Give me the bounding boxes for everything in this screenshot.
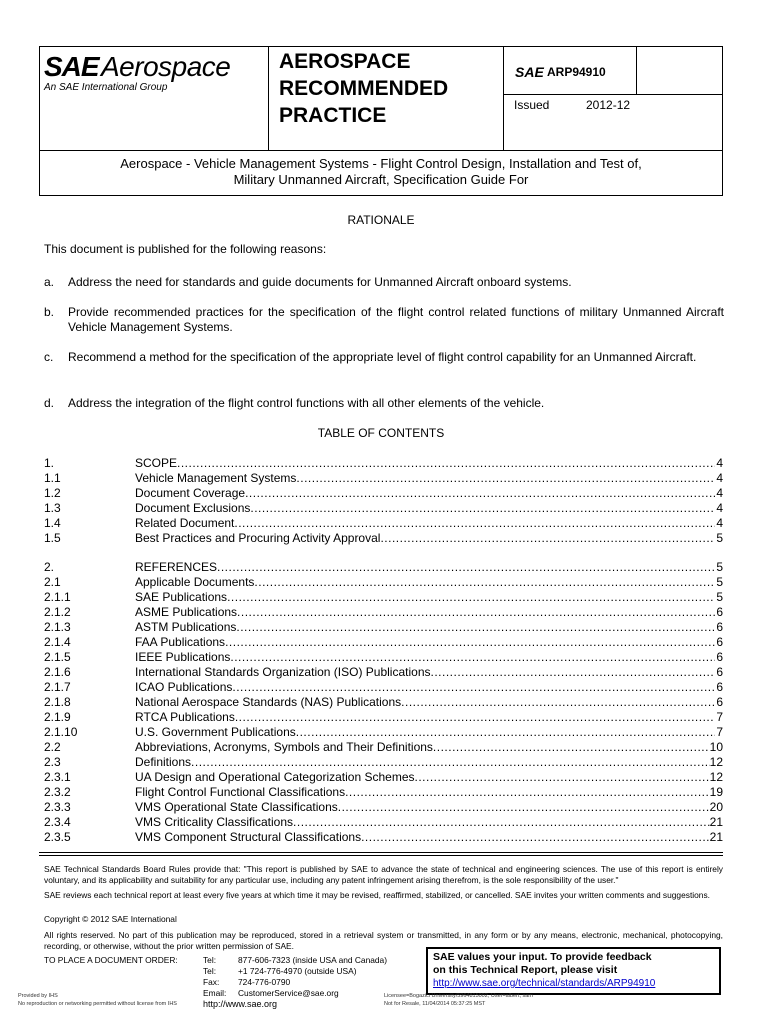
toc-entry-number: 2.1.6 <box>44 665 71 679</box>
item-letter: a. <box>44 275 55 289</box>
toc-entry-title: UA Design and Operational Categorization Schemes <box>135 770 415 784</box>
toc-entry-page: 6 <box>716 665 723 679</box>
no-reproduction-text: No reproduction or networking permitted without license from IHS <box>18 1001 177 1007</box>
contact-label: Tel: <box>203 966 217 976</box>
toc-entry[interactable] <box>44 605 723 620</box>
toc-entry-title: FAA Publications <box>135 635 226 649</box>
contact-value[interactable]: 877-606-7323 (inside USA and Canada) <box>238 955 387 965</box>
toc-entry-title-cell <box>135 665 723 680</box>
toc-entry-title-cell <box>135 516 723 531</box>
provided-by-text: Provided by IHS <box>18 993 58 999</box>
toc-leader-dots <box>245 486 715 501</box>
toc-leader-dots <box>177 456 715 471</box>
toc-entry-title: VMS Component Structural Classifications <box>135 830 362 844</box>
toc-entry[interactable] <box>44 471 723 486</box>
rationale-item <box>44 275 724 290</box>
toc-entry-title-cell <box>135 755 723 770</box>
toc-leader-dots <box>232 680 715 695</box>
licensee-text: Licensee=Bogazici University/5964815002, User=albert, sam <box>384 993 533 999</box>
toc-entry[interactable] <box>44 635 723 650</box>
rights-text: All rights reserved. No part of this publication may be reproduced, stored in a retrieval system or transmitted, in any form or by any means, electronic, mechanical, photocopying, recording, or otherwise, without the prior written permission of SAE. <box>44 930 723 951</box>
toc-entry[interactable] <box>44 456 723 471</box>
toc-entry-title: Flight Control Functional Classifications <box>135 785 346 799</box>
rationale-item <box>44 350 724 365</box>
title-line: Military Unmanned Aircraft, Specification Guide For <box>233 172 529 187</box>
toc-leader-dots <box>236 620 715 635</box>
document-type <box>279 48 499 129</box>
toc-entry-page: 10 <box>709 740 723 754</box>
toc-entry-number: 2.3.1 <box>44 770 71 784</box>
review-text: SAE reviews each technical report at least every five years at which time it may be revised, reaffirmed, stabilized, or cancelled. SAE invites your written comments and suggestions. <box>44 890 710 900</box>
toc-entry[interactable] <box>44 575 723 590</box>
toc-leader-dots <box>296 725 715 740</box>
copyright-text: Copyright © 2012 SAE International <box>44 914 177 924</box>
contact-label: Fax: <box>203 977 220 987</box>
toc-entry-page: 4 <box>716 471 723 485</box>
rationale-item <box>44 305 724 335</box>
toc-entry[interactable] <box>44 740 723 755</box>
rationale-heading: RATIONALE <box>347 213 415 227</box>
toc-entry-number: 1.5 <box>44 531 61 545</box>
header-divider <box>503 94 723 95</box>
toc-entry-number: 1.1 <box>44 471 61 485</box>
toc-entry-title-cell <box>135 590 723 605</box>
toc-entry-title-cell <box>135 471 723 486</box>
toc-entry-page: 20 <box>709 800 723 814</box>
toc-entry-page: 6 <box>716 680 723 694</box>
item-text: Address the need for standards and guide documents for Unmanned Aircraft onboard systems. <box>68 275 572 289</box>
toc-leader-dots <box>380 531 715 546</box>
toc-entry-title: U.S. Government Publications <box>135 725 296 739</box>
toc-entry-title-cell <box>135 800 723 815</box>
toc-entry-title: ICAO Publications <box>135 680 233 694</box>
toc-leader-dots <box>401 695 715 710</box>
toc-heading: TABLE OF CONTENTS <box>317 426 445 440</box>
toc-entry-page: 6 <box>716 635 723 649</box>
toc-entry-page: 7 <box>716 710 723 724</box>
toc-entry[interactable] <box>44 680 723 695</box>
toc-entry-title-cell <box>135 531 723 546</box>
toc-entry-title-cell <box>135 650 723 665</box>
toc-leader-dots <box>234 516 715 531</box>
toc-entry-page: 5 <box>716 531 723 545</box>
toc-entry[interactable] <box>44 650 723 665</box>
toc-entry-title: International Standards Organization (ISO) Publications <box>135 665 431 679</box>
toc-entry[interactable] <box>44 501 723 516</box>
sae-code-logo: SAE <box>515 64 544 80</box>
toc-leader-dots <box>217 560 715 575</box>
email-link[interactable]: CustomerService@sae.org <box>238 988 339 998</box>
item-text: Recommend a method for the specification of the appropriate level of flight control capability for an Unmanned Aircraft. <box>68 350 697 364</box>
toc-entry-number: 2.1.10 <box>44 725 78 739</box>
toc-entry-title-cell <box>135 560 723 575</box>
item-text: Provide recommended practices for the specification of the flight control related functions of military Unmanned Aircraft Vehicle Management Systems. <box>68 305 724 334</box>
issued-label: Issued <box>514 98 550 112</box>
toc-entry-title-cell <box>135 486 723 501</box>
toc-entry-page: 19 <box>709 785 723 799</box>
toc-entry[interactable] <box>44 725 723 740</box>
toc-entry-page: 4 <box>716 516 723 530</box>
board-rules-text: SAE Technical Standards Board Rules provide that: "This report is published by SAE to advance the state of technical and engineering sciences. The use of this report is entirely voluntary, and its applicability and suitability for any particular use, including any patent infringement arising therefrom, is the sole responsibility of the user." <box>44 864 723 885</box>
toc-entry[interactable] <box>44 590 723 605</box>
not-for-resale-text: Not for Resale, 11/04/2014 05:37:25 MST <box>384 1001 486 1007</box>
item-text: Address the integration of the flight control functions with all other elements of the vehicle. <box>68 396 545 410</box>
toc-entry[interactable] <box>44 695 723 710</box>
toc-entry-page: 6 <box>716 605 723 619</box>
document-type-line: AEROSPACE <box>279 50 411 73</box>
table-of-contents <box>44 456 723 845</box>
rationale-item <box>44 396 724 411</box>
toc-entry-title: Applicable Documents <box>135 575 255 589</box>
footer-rule <box>39 855 723 856</box>
toc-entry-number: 2.3.3 <box>44 800 71 814</box>
toc-entry-number: 2.1.8 <box>44 695 71 709</box>
toc-entry-number: 2.1.5 <box>44 650 71 664</box>
toc-entry-number: 2.3.2 <box>44 785 71 799</box>
toc-entry[interactable] <box>44 486 723 501</box>
item-letter: c. <box>44 350 54 364</box>
toc-entry-title: SAE Publications <box>135 590 228 604</box>
toc-entry-title-cell <box>135 635 723 650</box>
toc-entry-title-cell <box>135 770 723 785</box>
toc-entry-title: SCOPE <box>135 456 178 470</box>
toc-leader-dots <box>345 785 710 800</box>
document-title <box>40 156 722 188</box>
toc-entry[interactable] <box>44 560 723 575</box>
toc-entry[interactable] <box>44 665 723 680</box>
document-type-line: PRACTICE <box>279 104 387 127</box>
contact-label: Tel: <box>203 955 217 965</box>
toc-entry-title-cell <box>135 740 723 755</box>
toc-entry-title: RTCA Publications <box>135 710 235 724</box>
toc-entry-page: 5 <box>716 560 723 574</box>
item-letter: b. <box>44 305 55 319</box>
toc-entry-number: 2.1.3 <box>44 620 71 634</box>
toc-leader-dots <box>254 575 715 590</box>
toc-entry-number: 2. <box>44 560 55 574</box>
toc-entry-title-cell <box>135 815 723 830</box>
toc-entry-title-cell <box>135 501 723 516</box>
toc-entry-title-cell <box>135 575 723 590</box>
header-divider <box>636 46 637 94</box>
feedback-box <box>426 947 721 995</box>
header-divider <box>503 46 504 150</box>
toc-entry-number: 2.1.1 <box>44 590 71 604</box>
toc-entry-number: 2.3 <box>44 755 61 769</box>
header-divider <box>268 46 269 150</box>
toc-entry[interactable] <box>44 800 723 815</box>
toc-entry[interactable] <box>44 785 723 800</box>
toc-entry-number: 1.2 <box>44 486 61 500</box>
toc-entry-page: 5 <box>716 590 723 604</box>
toc-entry-title: Document Exclusions <box>135 501 251 515</box>
toc-entry-title-cell <box>135 785 723 800</box>
toc-entry[interactable] <box>44 755 723 770</box>
toc-entry-title: VMS Operational State Classifications <box>135 800 338 814</box>
toc-leader-dots <box>431 665 716 680</box>
document-number: ARP94910 <box>547 65 606 79</box>
toc-entry-page: 12 <box>709 755 723 769</box>
toc-entry-title: Definitions <box>135 755 192 769</box>
toc-entry-title: National Aerospace Standards (NAS) Publications <box>135 695 402 709</box>
toc-leader-dots <box>433 740 710 755</box>
toc-entry[interactable] <box>44 770 723 785</box>
toc-leader-dots <box>230 650 715 665</box>
toc-entry[interactable] <box>44 516 723 531</box>
toc-entry-title-cell <box>135 695 723 710</box>
toc-entry-number: 2.3.4 <box>44 815 71 829</box>
toc-entry-title: REFERENCES <box>135 560 218 574</box>
toc-entry-title: Document Coverage <box>135 486 246 500</box>
toc-leader-dots <box>225 635 715 650</box>
toc-leader-dots <box>293 815 710 830</box>
title-line: Aerospace - Vehicle Management Systems - Flight Control Design, Installation and Test of, <box>120 156 642 171</box>
toc-entry-title: Abbreviations, Acronyms, Symbols and Their Definitions <box>135 740 433 754</box>
feedback-text: SAE values your input. To provide feedback <box>433 951 652 963</box>
toc-entry[interactable] <box>44 710 723 725</box>
toc-entry-page: 6 <box>716 650 723 664</box>
header-divider <box>39 150 723 151</box>
toc-entry-page: 4 <box>716 486 723 500</box>
toc-leader-dots <box>235 710 715 725</box>
toc-leader-dots <box>237 605 715 620</box>
toc-entry-title-cell <box>135 680 723 695</box>
toc-entry-page: 21 <box>709 830 723 844</box>
toc-entry-number: 1.4 <box>44 516 61 530</box>
issued-date: 2012-12 <box>586 98 631 112</box>
aerospace-logo-text: Aerospace <box>101 51 231 82</box>
toc-entry-page: 5 <box>716 575 723 589</box>
toc-entry-title-cell <box>135 605 723 620</box>
footer-rule <box>39 852 723 853</box>
rationale-intro: This document is published for the following reasons: <box>44 242 327 256</box>
toc-leader-dots <box>338 800 710 815</box>
contact-value[interactable]: +1 724-776-4970 (outside USA) <box>238 966 357 976</box>
toc-entry-number: 2.2 <box>44 740 61 754</box>
toc-entry-title-cell <box>135 830 723 845</box>
contact-value: 724-776-0790 <box>238 977 291 987</box>
toc-entry-title: VMS Criticality Classifications <box>135 815 294 829</box>
toc-entry-number: 2.1 <box>44 575 61 589</box>
toc-entry-title-cell <box>135 710 723 725</box>
toc-entry-page: 6 <box>716 620 723 634</box>
toc-entry-title: Vehicle Management Systems <box>135 471 297 485</box>
toc-entry-page: 4 <box>716 456 723 470</box>
feedback-text: on this Technical Report, please visit <box>433 964 618 976</box>
toc-leader-dots <box>415 770 710 785</box>
toc-entry-title: Best Practices and Procuring Activity Approval <box>135 531 381 545</box>
toc-entry[interactable] <box>44 531 723 546</box>
toc-entry-page: 4 <box>716 501 723 515</box>
toc-leader-dots <box>361 830 710 845</box>
feedback-url-link[interactable]: http://www.sae.org/technical/standards/ARP94910 <box>433 978 656 989</box>
toc-entry[interactable] <box>44 830 723 845</box>
toc-entry-title: ASME Publications <box>135 605 238 619</box>
toc-entry-number: 2.1.7 <box>44 680 71 694</box>
logo-tagline: An SAE International Group <box>44 82 168 93</box>
toc-entry-number: 2.1.4 <box>44 635 71 649</box>
order-label: TO PLACE A DOCUMENT ORDER: <box>44 955 178 965</box>
toc-entry-number: 2.3.5 <box>44 830 71 844</box>
toc-entry-title-cell <box>135 456 723 471</box>
website-link[interactable]: http://www.sae.org <box>203 999 278 1009</box>
toc-entry-title: IEEE Publications <box>135 650 231 664</box>
toc-leader-dots <box>296 471 715 486</box>
toc-leader-dots <box>227 590 715 605</box>
contact-label: Email: <box>203 988 227 998</box>
item-letter: d. <box>44 396 55 410</box>
toc-entry-title: ASTM Publications <box>135 620 237 634</box>
toc-entry-number: 2.1.9 <box>44 710 71 724</box>
toc-entry-page: 12 <box>709 770 723 784</box>
toc-entry[interactable] <box>44 815 723 830</box>
toc-entry-number: 1.3 <box>44 501 61 515</box>
toc-entry-page: 6 <box>716 695 723 709</box>
toc-entry-number: 2.1.2 <box>44 605 71 619</box>
toc-entry-page: 7 <box>716 725 723 739</box>
toc-leader-dots <box>250 501 715 516</box>
toc-entry-title-cell <box>135 620 723 635</box>
toc-entry-title-cell <box>135 725 723 740</box>
toc-entry-number: 1. <box>44 456 55 470</box>
toc-leader-dots <box>191 755 710 770</box>
toc-entry-title: Related Document <box>135 516 235 530</box>
document-type-line: RECOMMENDED <box>279 77 449 100</box>
toc-entry[interactable] <box>44 620 723 635</box>
sae-logo: SAE <box>44 51 99 82</box>
toc-entry-page: 21 <box>709 815 723 829</box>
